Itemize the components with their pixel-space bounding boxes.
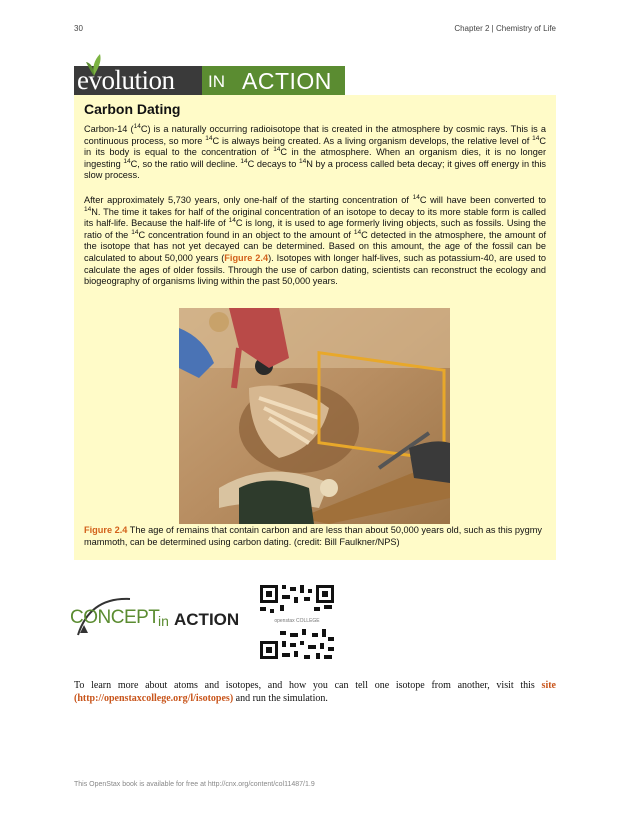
concept-in-word: in [158, 613, 169, 629]
evolution-in-action-banner [74, 66, 345, 95]
page-footer: This OpenStax book is available for free at http://cnx.org/content/col11487/1.9 [74, 781, 315, 788]
mammoth-excavation-photo [179, 308, 450, 524]
learn-more-text: To learn more about atoms and isotopes, and how you can tell one isotope from another, visit this site (http://openstaxcollege.org/l/isotopes) and run the simulation. [74, 680, 556, 704]
figure-2-4-link[interactable]: Figure 2.4 [224, 252, 269, 263]
page-number: 30 [74, 24, 83, 33]
banner-in-action [202, 66, 345, 95]
isotopes-site-link[interactable]: site (http://openstaxcollege.org/l/isotopes) [74, 680, 556, 704]
concept-action-word: ACTION [174, 610, 240, 629]
concept-in-action-logo [70, 595, 240, 639]
chapter-header: Chapter 2 | Chemistry of Life [454, 24, 556, 33]
paragraph-1: Carbon-14 ($^{14}$C) is a naturally occurring radioisotope that is created in the atmosphere by cosmic rays. This is a continuous process, so more $^{14}$C is always being created. As a living organism develops, the relative level of $^{14}$C in its body is equal to the concentration of $^{14}$C in the atmosphere. When an organism dies, it is no longer ingesting $^{14}$C, so the ratio will decline. $^{14}$C decays to $^{14}$N by a process called beta decay; it gives off energy in this slow process. [84, 122, 547, 181]
figure-label: Figure 2.4 [84, 525, 128, 535]
figure-caption-text: The age of remains that contain carbon and are less than about 50,000 years old, such as this pygmy mammoth, can be determined using carbon dating. (credit: Bill Faulkner/NPS) [84, 525, 542, 547]
banner-in: IN [208, 72, 225, 91]
feature-title: Carbon Dating [84, 101, 181, 117]
paragraph-2: After approximately 5,730 years, only one-half of the starting concentration of $^{14}$C will have been converted to $^{14}$N. The time it takes for half of the original concentration of an isotope to decay to its more stable form is called its half-life. Because the half-life of $^{14}$C is long, it is used to age formerly living objects, such as fossils. Using the ratio of the $^{14}$C concentration found in an object to the amount of $^{14}$C detected in the atmosphere, the amount of the isotope that has not yet decayed can be determined. Based on this amount, the age of the fossil can be calculated to about 50,000 years (Figure 2.4). Isotopes with longer half-lives, such as potassium-40, are used to calculate the ages of older fossils. Through the use of carbon dating, scientists can reconstruct the ecology and biogeography of organisms living within the past 50,000 years. [84, 193, 547, 287]
figure-caption [84, 525, 546, 548]
qr-openstax-label: openstax COLLEGE [258, 616, 336, 626]
banner-action: ACTION [242, 68, 332, 94]
concept-word: CONCEPT [70, 607, 160, 628]
banner-evolution: evolution [77, 65, 175, 95]
